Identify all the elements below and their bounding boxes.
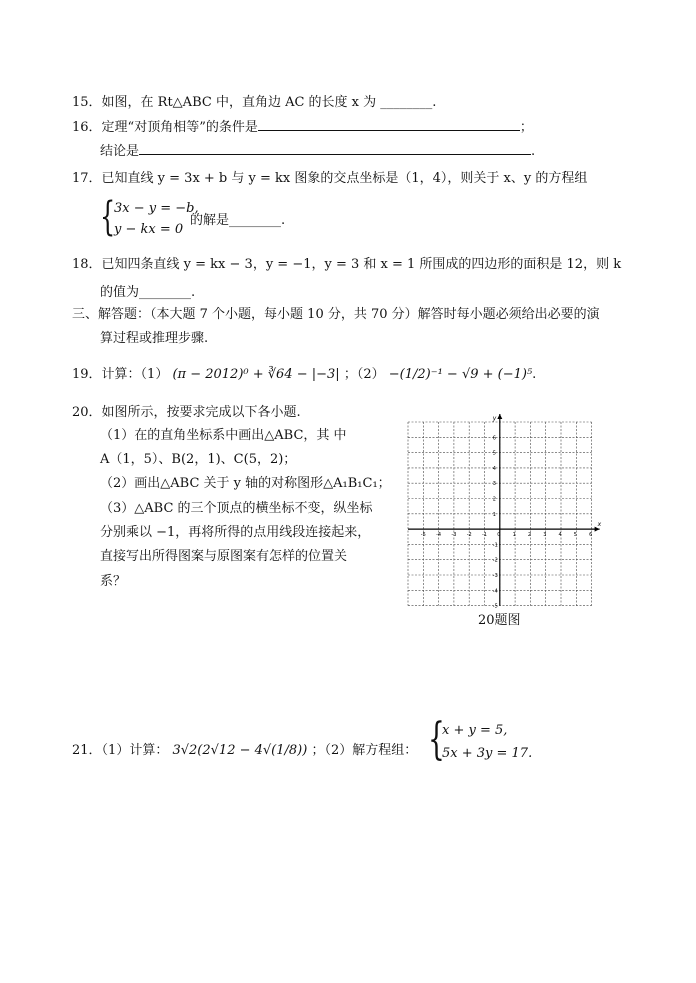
x-tick-label: 4 <box>558 532 562 539</box>
question-18: 18．已知四条直线 y = kx − 3，y = −1，y = 3 和 x = 1 所围成的四边形的面积是 12，则 k <box>72 257 622 272</box>
x-axis-label: x <box>597 521 602 529</box>
figure-caption: 20题图 <box>478 613 521 628</box>
left-brace-icon: { <box>100 194 116 240</box>
q20-part3: （3）△ABC 的三个顶点的横坐标不变，纵坐标 <box>100 501 373 516</box>
q16-conclusion-label: 结论是 <box>100 144 140 159</box>
q17-equations <box>114 198 199 240</box>
x-tick-label: -3 <box>451 532 457 539</box>
question-16-condition <box>72 118 533 137</box>
question-19 <box>72 366 536 384</box>
y-tick-label: 5 <box>492 450 496 457</box>
y-axis-arrow-icon <box>497 414 502 419</box>
q19-label: 19．计算：（1） <box>72 367 169 382</box>
q20-part1: （1）在的直角坐标系中画出△ABC，其 中 <box>100 428 347 443</box>
q16-condition-end: ； <box>519 120 533 135</box>
q21-eq2: 5x + 3y = 17. <box>442 746 533 761</box>
question-20: 20．如图所示，按要求完成以下各小题. <box>72 405 301 420</box>
x-tick-label: -4 <box>436 532 442 539</box>
y-tick-label: 6 <box>492 435 496 442</box>
q16-condition-label: 16．定理“对顶角相等”的条件是 <box>72 120 258 135</box>
y-axis-label: y <box>492 415 497 422</box>
q20-part3-line2: 分别乘以 −1，再将所得的点用线段连接起来， <box>100 525 371 540</box>
q21-equations <box>442 719 532 765</box>
y-tick-label: -1 <box>492 542 498 549</box>
q17-eq2: y − kx = 0 <box>114 222 184 237</box>
question-17: 17．已知直线 y = 3x + b 与 y = kx 图象的交点坐标是（1，4），则关于 x、y 的方程组 <box>72 171 588 186</box>
x-tick-label: 5 <box>573 532 577 539</box>
x-tick-label: -5 <box>420 532 426 539</box>
q19-part2: −(1/2)⁻¹ − √9 + (−1)⁵ <box>388 367 533 382</box>
q16-condition-blank[interactable] <box>258 118 520 131</box>
left-brace-icon: { <box>428 714 445 765</box>
x-tick-label: 2 <box>527 532 532 539</box>
x-tick-label: -2 <box>466 532 472 539</box>
y-tick-label: -3 <box>492 573 498 579</box>
q20-points: A（1，5）、B(2，1)、C(5，2)； <box>100 452 297 467</box>
x-tick-label: 6 <box>589 532 593 539</box>
section-3-heading: 三、解答题：（本大题 7 个小题，每小题 10 分，共 70 分）解答时每小题必须给出必要的演 <box>72 307 600 322</box>
y-tick-label: 2 <box>492 496 496 503</box>
y-tick-label: 3 <box>492 481 496 488</box>
q20-part3-line3: 直接写出所得图案与原图案有怎样的位置关 <box>100 549 348 564</box>
q16-conclusion-end: . <box>531 144 536 159</box>
q20-part2: （2）画出△ABC 关于 y 轴的对称图形△A₁B₁C₁； <box>100 476 391 491</box>
q19-end: . <box>532 367 537 382</box>
q19-part1: (π − 2012)⁰ + ∛64 − |−3| <box>172 367 340 382</box>
q16-conclusion-blank[interactable] <box>139 142 531 155</box>
q17-tail: 的解是________. <box>190 213 286 228</box>
y-tick-label: 4 <box>492 465 496 472</box>
section-3-heading-cont: 算过程或推理步骤. <box>100 331 209 346</box>
q19-mid: ；（2） <box>343 367 385 382</box>
y-tick-label: -2 <box>492 557 498 564</box>
question-15: 15．如图，在 Rt△ABC 中，直角边 AC 的长度 x 为 ________. <box>72 95 437 110</box>
x-tick-label: 3 <box>543 532 547 539</box>
x-tick-label: -1 <box>482 532 487 539</box>
y-tick-label: -5 <box>492 603 498 610</box>
coordinate-grid-svg <box>405 412 605 610</box>
question-16-conclusion <box>100 142 535 161</box>
question-18-cont: 的值为________. <box>100 285 196 300</box>
coordinate-grid <box>405 412 605 610</box>
y-tick-label: 1 <box>492 511 496 518</box>
q20-part3-line4: 系？ <box>100 574 127 589</box>
x-tick-label: 1 <box>512 532 516 539</box>
y-tick-label: -4 <box>492 588 498 595</box>
q21-expression: 3√2(2√12 − 4√(1/8)) <box>172 743 308 758</box>
q21-mid: ；（2）解方程组： <box>311 743 418 758</box>
q21-eq1: x + y = 5, <box>442 723 508 738</box>
q17-eq1: 3x − y = −b, <box>114 201 199 216</box>
q21-label: 21．（1）计算： <box>72 743 169 758</box>
question-21 <box>72 742 417 760</box>
x-tick-label: 0 <box>497 532 501 539</box>
